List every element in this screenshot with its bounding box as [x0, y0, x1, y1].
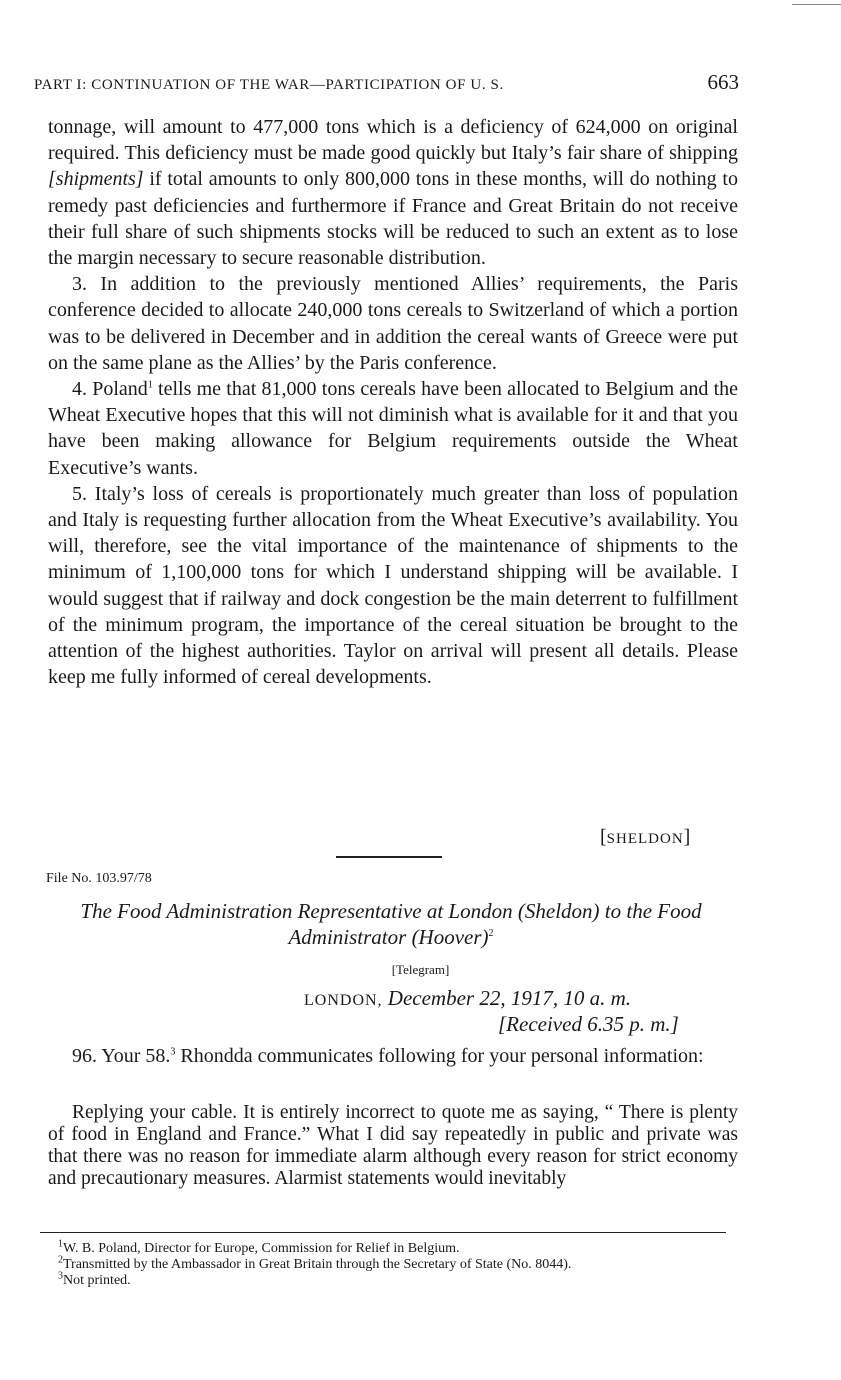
- footnote-3: [48, 1270, 734, 1289]
- place: LONDON,: [304, 992, 383, 1009]
- document-heading: [46, 898, 736, 950]
- telegram-intro: [48, 1043, 738, 1069]
- paragraph-text: Rhondda communicates following for your personal information:: [175, 1045, 704, 1067]
- bracket-close: ]: [683, 826, 691, 848]
- paragraph-text: if total amounts to only 800,000 tons in these months, will do nothing to remedy past deficiencies and furthermore if France and Great Britain do not receive their full share of such shipments stocks will be reduced to such an extent as to lose the margin necessary to secure reasonable distribution.: [48, 168, 738, 270]
- heading-text: The Food Administration Representative at London: [80, 899, 518, 923]
- bracketed-word: [shipments]: [48, 168, 144, 191]
- footnote-ref: 1: [147, 379, 153, 391]
- footnote-2: [48, 1254, 734, 1273]
- signature: [600, 826, 690, 849]
- paragraph-text: tonnage, will amount to 477,000 tons which is a deficiency of 624,000 on original required. This deficiency must be made good quickly but Italy’s fair share of shipping: [48, 116, 738, 165]
- paragraph-5: 5. Italy’s loss of cereals is proportionately much greater than loss of population and Italy is requesting further allocation from the Wheat Executive’s availability. You will, therefore, see the vital importance of the maintenance of shipments to the minimum of 1,100,000 tons for which I understand shipping will be available. I would suggest that if railway and dock congestion be the main deterrent to fulfillment of the minimum program, the importance of the cereal situation be brought to the attention of the highest authorities. Taylor on arrival will present all details. Please keep me fully informed of cereal developments.: [48, 482, 738, 689]
- received-time: [Received 6.35 p. m.]: [498, 1012, 679, 1036]
- paragraph-3: 3. In addition to the previously mentioned Allies’ requirements, the Paris conference decided to allocate 240,000 tons cereals to Switzerland of which a portion was to be delivered in December and in addition the cereal wants of Greece were put on the same plane as the Allies’ by the Paris conference.: [48, 273, 738, 374]
- paragraph-text: 96. Your 58.: [72, 1045, 171, 1067]
- running-head: [34, 70, 739, 95]
- footnote-ref: 3: [170, 1046, 176, 1058]
- top-edge-rule: [792, 4, 841, 5]
- footnote-num: 3: [58, 1270, 63, 1282]
- paragraph-text: 4. Poland: [72, 378, 148, 401]
- signature-name: SHELDON: [606, 831, 684, 847]
- footnote-text: Transmitted by the Ambassador in Great Britain through the Secretary of State (No. 8044).: [63, 1257, 572, 1272]
- footnote-num: 1: [58, 1238, 63, 1250]
- footnote-ref: 2: [488, 928, 494, 939]
- received-line: [498, 1012, 679, 1037]
- footnote-num: 2: [58, 1254, 63, 1266]
- footnote-rule: [40, 1232, 726, 1233]
- footnote-text: W. B. Poland, Director for Europe, Commission for Relief in Belgium.: [63, 1241, 460, 1256]
- footnote-text: Not printed.: [63, 1273, 131, 1288]
- page-number: 663: [707, 70, 739, 94]
- bracket-open: [: [600, 826, 607, 848]
- paragraph-4: [48, 376, 738, 481]
- footnotes: [48, 1238, 734, 1289]
- document-type: [Telegram]: [391, 962, 450, 977]
- footnote-1: [48, 1238, 734, 1257]
- main-text: [48, 114, 738, 690]
- heading-sender: (Sheldon): [517, 899, 600, 923]
- running-title: PART I: CONTINUATION OF THE WAR—PARTICIPATION OF U. S.: [34, 77, 504, 93]
- heading-text: to the Food Administrator: [288, 899, 702, 949]
- dateline: [304, 986, 631, 1011]
- date: December 22, 1917, 10 a. m.: [382, 986, 631, 1010]
- section-divider: [336, 856, 442, 858]
- heading-recipient: (Hoover): [411, 925, 489, 949]
- paragraph-intro: [48, 1043, 738, 1069]
- paragraph-text: tells me that 81,000 tons cereals have been allocated to Belgium and the Wheat Executive hopes that this will not diminish what is available for it and that you have been making allowance for Belgium requirements outside the Wheat Executive’s wants.: [48, 378, 739, 479]
- file-number: File No. 103.97/78: [46, 871, 152, 886]
- paragraph-quote: Replying your cable. It is entirely incorrect to quote me as saying, “ There is plenty of food in England and France.” What I did say repeatedly in public and private was that there was no reason for immediate alarm although every reason for strict economy and precautionary measures. Alarmist statements would inevitably: [48, 1102, 738, 1189]
- quoted-message: [48, 1102, 738, 1190]
- paragraph-continuation: [48, 114, 738, 271]
